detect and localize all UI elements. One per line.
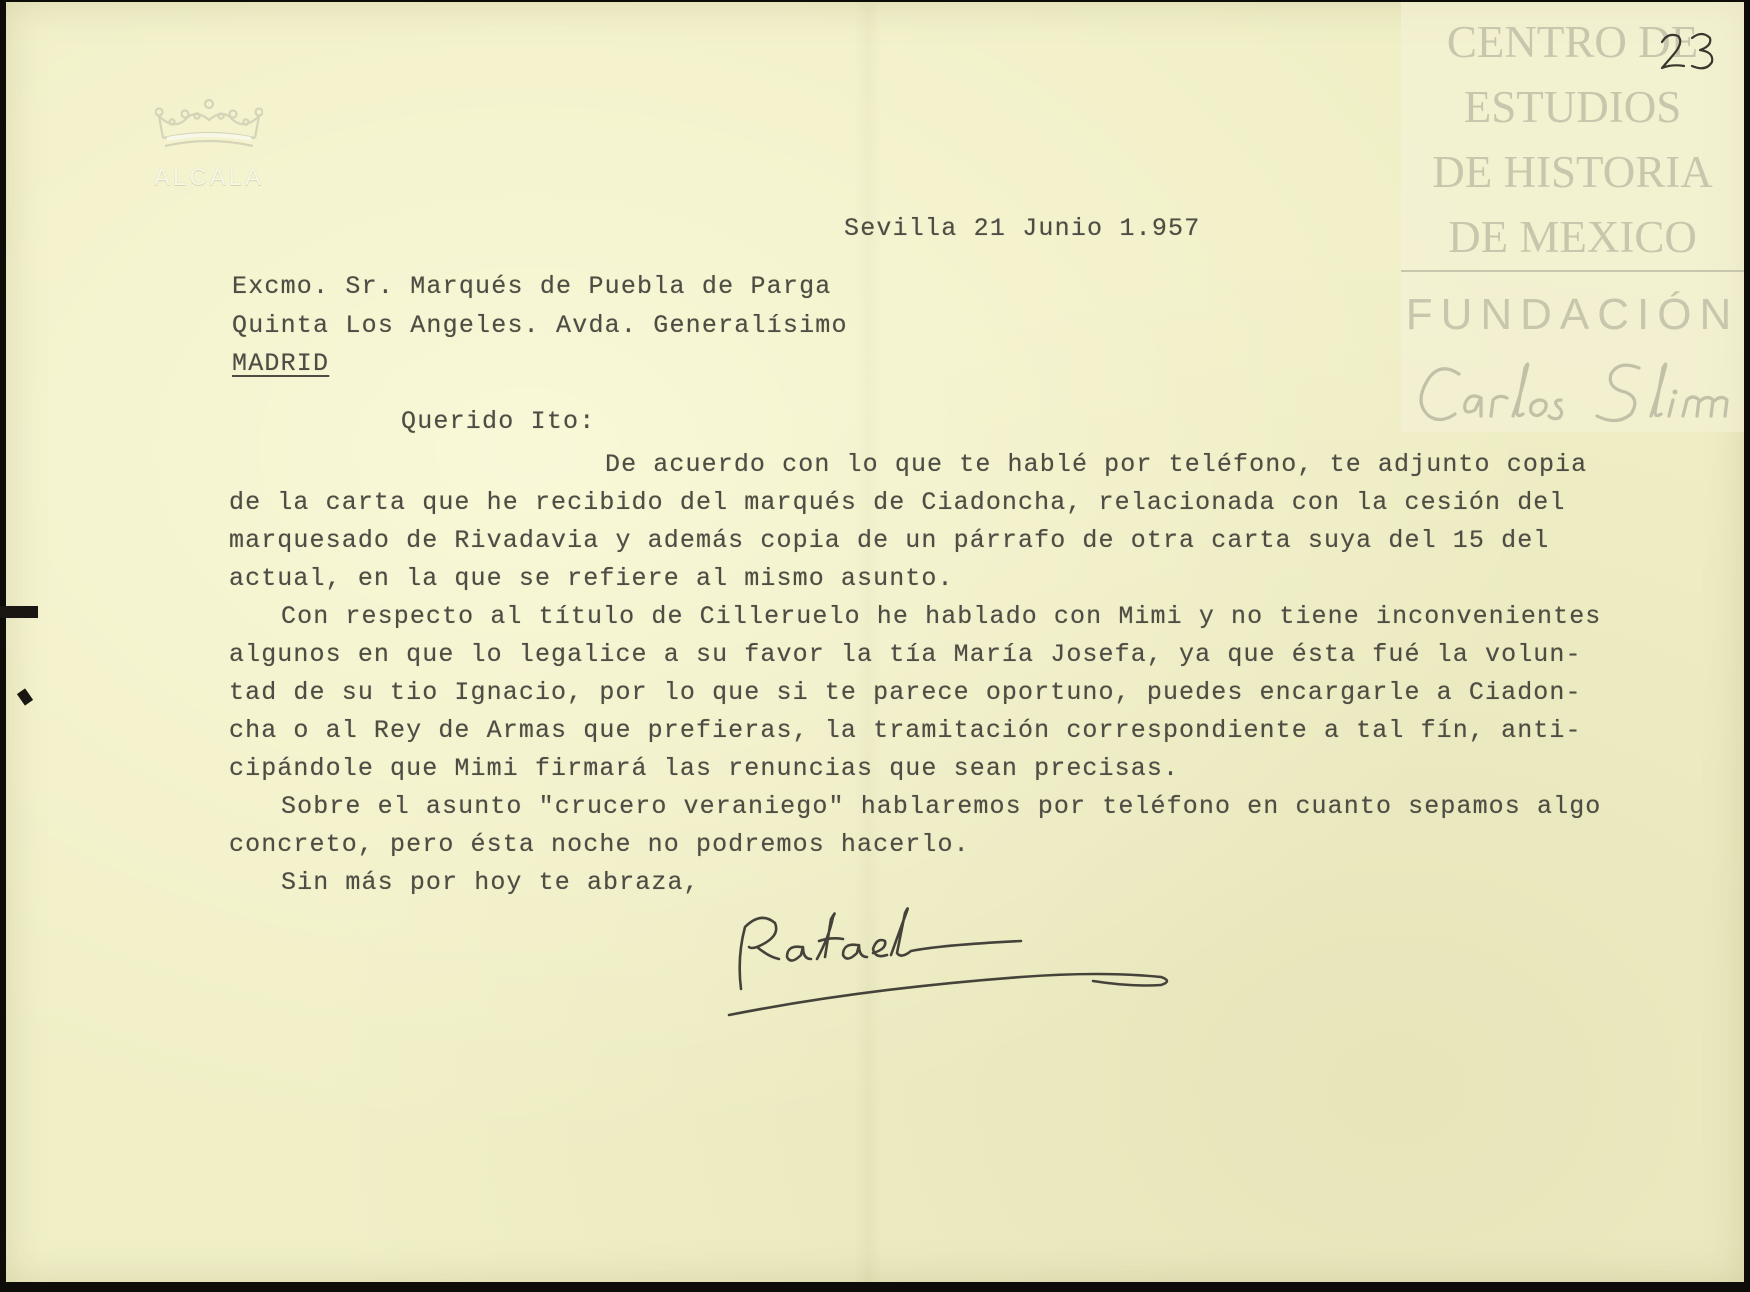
- body-line: cha o al Rey de Armas que prefieras, la tramitación correspondiente a tal fín, anti-: [229, 716, 1582, 745]
- body-line: de la carta que he recibido del marqués de Ciadoncha, relacionada con la cesión del: [229, 488, 1566, 517]
- letter-sheet: [6, 2, 1744, 1282]
- stamp-signature-logo: [1411, 354, 1741, 434]
- letter-date: Sevilla 21 Junio 1.957: [844, 214, 1201, 243]
- body-line: algunos en que lo legalice a su favor la tía María Josefa, ya que ésta fué la volun-: [229, 640, 1582, 669]
- body-line: marquesado de Rivadavia y además copia de un párrafo de otra carta suya del 15 del: [229, 526, 1550, 555]
- body-line: tad de su tio Ignacio, por lo que si te parece oportuno, puedes encargarle a Ciadon-: [229, 678, 1582, 707]
- body-line: actual, en la que se refiere al mismo asunto.: [229, 564, 954, 593]
- body-line: Con respecto al título de Cilleruelo he hablado con Mimi y no tiene inconvenientes: [281, 602, 1602, 631]
- stamp-line: ESTUDIOS: [1463, 82, 1682, 132]
- edge-mark: [0, 606, 38, 618]
- letter-body: [229, 446, 1689, 902]
- stamp-divider: [1401, 270, 1744, 272]
- stamp-line: DE HISTORIA: [1432, 147, 1713, 197]
- recipient-name: Excmo. Sr. Marqués de Puebla de Parga: [232, 272, 832, 301]
- recipient-city: MADRID: [232, 349, 330, 378]
- body-line: concreto, pero ésta noche no podremos hacerlo.: [229, 830, 970, 859]
- letterhead-emblem: [139, 94, 279, 194]
- body-line: Sin más por hoy te abraza,: [281, 868, 700, 897]
- stamp-line: CENTRO DE: [1446, 17, 1699, 67]
- stamp-line: DE MEXICO: [1448, 212, 1697, 262]
- body-line: De acuerdo con lo que te hablé por teléfono, te adjunto copia: [605, 450, 1588, 479]
- signature: [721, 897, 1181, 1022]
- salutation: Querido Ito:: [401, 407, 596, 436]
- letterhead-text: ALCALA: [153, 164, 265, 191]
- page-number-handwritten: [1658, 26, 1718, 76]
- body-line: Sobre el asunto "crucero veraniego" hablaremos por teléfono en cuanto sepamos algo: [281, 792, 1602, 821]
- body-line: cipándole que Mimi firmará las renuncias que sean precisas.: [229, 754, 1180, 783]
- recipient-address: Quinta Los Angeles. Avda. Generalísimo: [232, 311, 848, 340]
- crown-icon: [155, 94, 263, 152]
- stamp-fundacion: FUNDACIÓN: [1405, 290, 1740, 339]
